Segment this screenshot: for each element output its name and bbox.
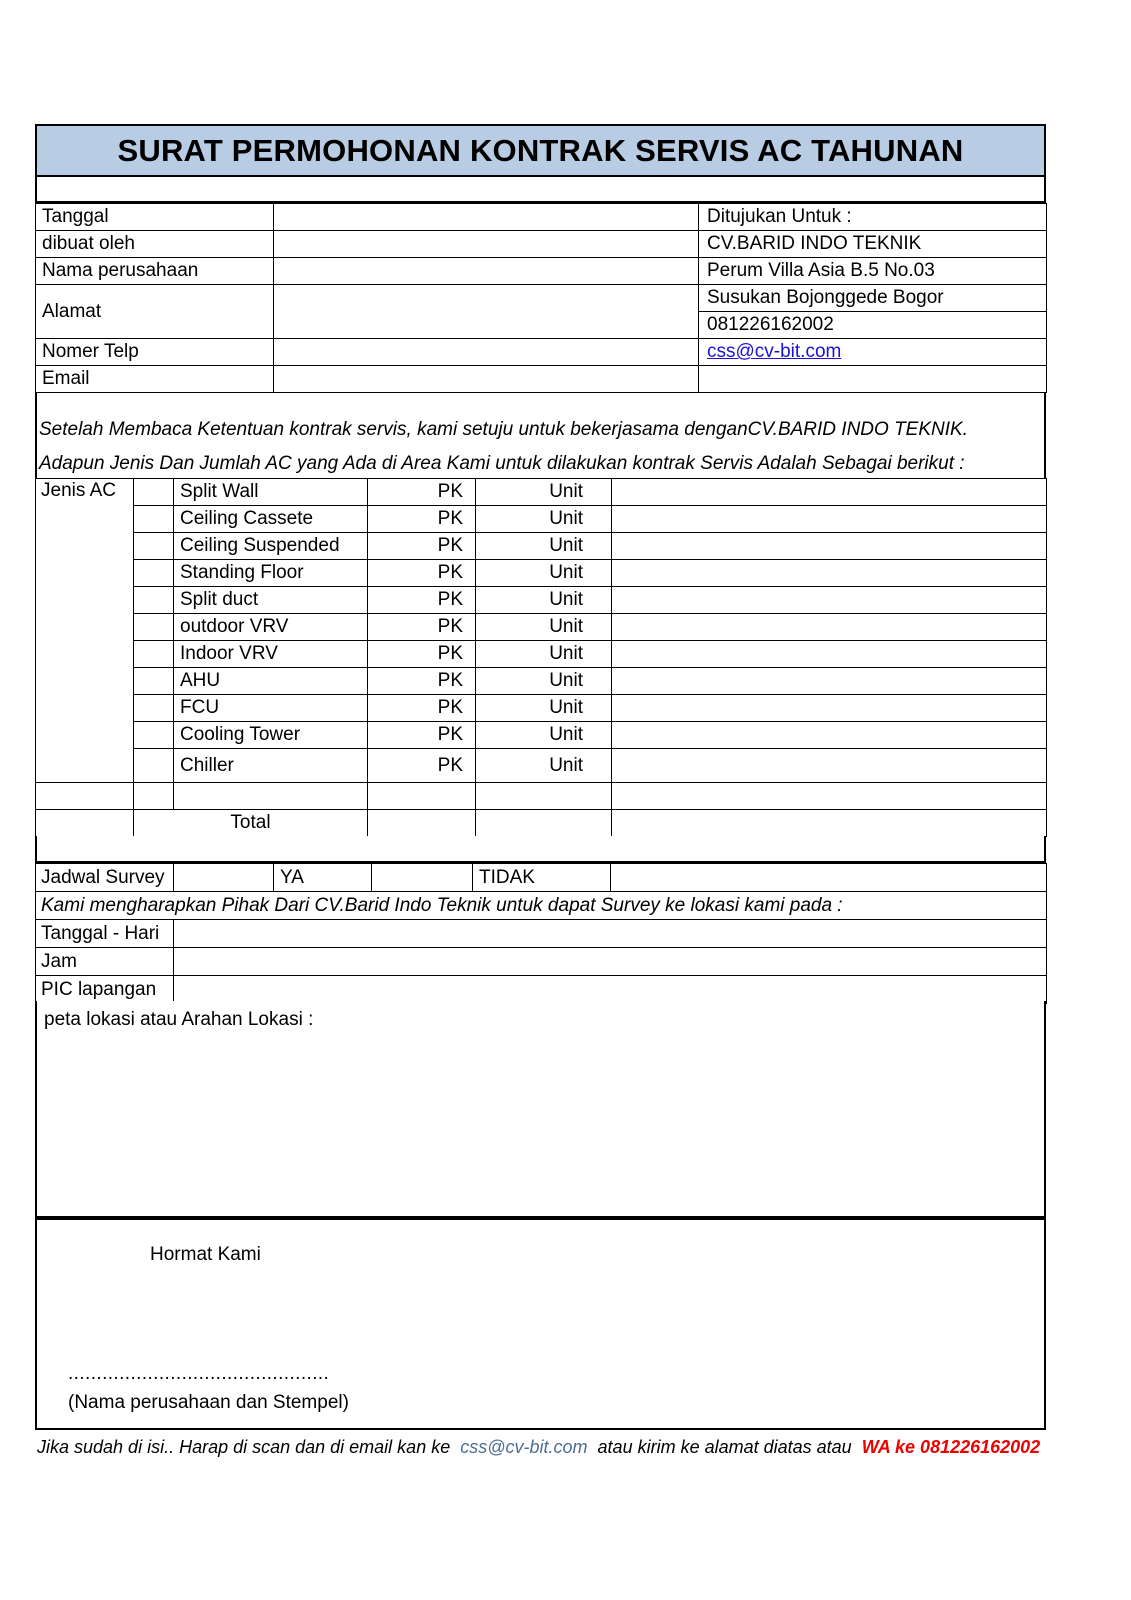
ac-pk-label: PK (368, 695, 476, 722)
field-label-alamat: Alamat (36, 285, 274, 339)
survey-field-input-jam[interactable] (174, 948, 1047, 976)
ac-unit-label: Unit (476, 533, 612, 560)
field-input-alamat[interactable] (274, 285, 699, 339)
ac-unit-label: Unit (476, 695, 612, 722)
survey-filler-cell (611, 864, 1047, 892)
recipient-email-link[interactable]: css@cv-bit.com (707, 341, 842, 363)
header-info-table (35, 203, 1047, 393)
survey-checkbox-no[interactable] (372, 864, 473, 892)
recipient-heading: Ditujukan Untuk : (699, 204, 1047, 231)
ac-pk-label: PK (368, 722, 476, 749)
ac-unit-label: Unit (476, 641, 612, 668)
section-spacer (35, 836, 1046, 863)
ac-notes-cell[interactable] (612, 506, 1047, 533)
ac-unit-label: Unit (476, 506, 612, 533)
ac-row-marker[interactable] (134, 749, 174, 783)
survey-field-input-pic-lapangan[interactable] (174, 976, 1047, 1004)
ac-total-label: Total (134, 810, 368, 837)
table-row (36, 864, 1047, 892)
ac-unit-label: Unit (476, 560, 612, 587)
ac-pk-label: PK (368, 506, 476, 533)
ac-type-label: Ceiling Cassete (174, 506, 368, 533)
table-row (36, 479, 1047, 506)
ac-unit-label: Unit (476, 479, 612, 506)
banner-spacer-row (35, 177, 1046, 203)
ac-pk-label: PK (368, 533, 476, 560)
page-title: SURAT PERMOHONAN KONTRAK SERVIS AC TAHUNAN (117, 132, 964, 168)
ac-type-label: Ceiling Suspended (174, 533, 368, 560)
table-row (36, 339, 1047, 366)
table-row-total (36, 810, 1047, 837)
ac-type-label: outdoor VRV (174, 614, 368, 641)
signature-area[interactable] (35, 1218, 1046, 1430)
field-input-email[interactable] (274, 366, 699, 393)
ac-table-row-header: Jenis AC (36, 479, 134, 783)
ac-notes-cell[interactable] (612, 560, 1047, 587)
ac-pk-label: PK (368, 749, 476, 783)
table-row (36, 285, 1047, 312)
ac-unit-label: Unit (476, 587, 612, 614)
table-row (36, 533, 1047, 560)
table-row (36, 366, 1047, 393)
signature-line: .............................................. (68, 1363, 330, 1384)
survey-field-label-jam: Jam (36, 948, 174, 976)
ac-row-marker[interactable] (134, 641, 174, 668)
survey-field-input-tanggal-hari[interactable] (174, 920, 1047, 948)
survey-label: Jadwal Survey (36, 864, 174, 892)
survey-field-label-pic-lapangan: PIC lapangan (36, 976, 174, 1004)
footer-email[interactable]: css@cv-bit.com (460, 1437, 588, 1457)
table-row (36, 695, 1047, 722)
table-row (36, 506, 1047, 533)
signature-heading: Hormat Kami (150, 1244, 261, 1265)
ac-type-empty[interactable] (174, 783, 368, 810)
ac-unit-label: Unit (476, 668, 612, 695)
ac-row-marker[interactable] (134, 783, 174, 810)
ac-notes-cell[interactable] (612, 695, 1047, 722)
ac-notes-cell[interactable] (612, 749, 1047, 783)
field-label-email: Email (36, 366, 274, 393)
table-row (36, 614, 1047, 641)
ac-total-pk-value[interactable] (368, 810, 476, 837)
ac-notes-cell[interactable] (612, 668, 1047, 695)
table-row (36, 204, 1047, 231)
table-row (36, 587, 1047, 614)
ac-total-unit-value[interactable] (476, 810, 612, 837)
ac-notes-cell[interactable] (612, 533, 1047, 560)
table-row (36, 668, 1047, 695)
ac-type-label: AHU (174, 668, 368, 695)
survey-note: Kami mengharapkan Pihak Dari CV.Barid Indo Teknik untuk dapat Survey ke lokasi kami pada : (36, 892, 1047, 920)
ac-notes-cell[interactable] (612, 614, 1047, 641)
ac-pk-label: PK (368, 614, 476, 641)
survey-table (35, 863, 1047, 1004)
field-label-dibuat-oleh: dibuat oleh (36, 231, 274, 258)
recipient-filler-cell (699, 366, 1047, 393)
survey-option-no-label: TIDAK (473, 864, 611, 892)
recipient-email-cell (699, 339, 1047, 366)
field-label-nama-perusahaan: Nama perusahaan (36, 258, 274, 285)
table-row (36, 920, 1047, 948)
footer-text-before: Jika sudah di isi.. Harap di scan dan di email kan ke (37, 1437, 451, 1457)
ac-row-marker[interactable] (134, 560, 174, 587)
table-row (36, 560, 1047, 587)
table-row (36, 783, 1047, 810)
ac-pk-label: PK (368, 479, 476, 506)
ac-row-marker[interactable] (134, 722, 174, 749)
ac-total-spacer (36, 810, 134, 837)
table-row (36, 749, 1047, 783)
field-label-tanggal: Tanggal (36, 204, 274, 231)
ac-unit-empty[interactable] (476, 783, 612, 810)
ac-notes-cell[interactable] (612, 722, 1047, 749)
field-label-nomer-telp: Nomer Telp (36, 339, 274, 366)
document-title-banner (35, 124, 1046, 177)
ac-row-marker[interactable] (134, 533, 174, 560)
ac-notes-cell[interactable] (612, 783, 1047, 810)
table-row (36, 976, 1047, 1004)
survey-field-label-tanggal-hari: Tanggal - Hari (36, 920, 174, 948)
ac-type-label: Split duct (174, 587, 368, 614)
survey-option-yes-label: YA (274, 864, 372, 892)
recipient-company: CV.BARID INDO TEKNIK (699, 231, 1047, 258)
footer-instructions (37, 1437, 1040, 1458)
location-map-label: peta lokasi atau Arahan Lokasi : (44, 1009, 314, 1030)
table-row (36, 231, 1047, 258)
ac-pk-label: PK (368, 587, 476, 614)
ac-row-marker[interactable] (134, 506, 174, 533)
ac-total-notes[interactable] (612, 810, 1047, 837)
ac-unit-label: Unit (476, 722, 612, 749)
ac-row-marker[interactable] (134, 695, 174, 722)
ac-row-marker[interactable] (134, 614, 174, 641)
footer-whatsapp: WA ke 081226162002 (861, 1437, 1041, 1457)
table-row (36, 948, 1047, 976)
footer-text-middle: atau kirim ke alamat diatas atau (597, 1437, 852, 1457)
field-input-tanggal[interactable] (274, 204, 699, 231)
survey-checkbox-yes[interactable] (174, 864, 274, 892)
ac-pk-empty[interactable] (368, 783, 476, 810)
ac-pk-label: PK (368, 668, 476, 695)
ac-spacer-left (36, 783, 134, 810)
ac-notes-cell[interactable] (612, 587, 1047, 614)
ac-unit-label: Unit (476, 614, 612, 641)
field-input-dibuat-oleh[interactable] (274, 231, 699, 258)
ac-type-label: Indoor VRV (174, 641, 368, 668)
field-input-nama-perusahaan[interactable] (274, 258, 699, 285)
ac-pk-label: PK (368, 641, 476, 668)
ac-notes-cell[interactable] (612, 641, 1047, 668)
ac-row-marker[interactable] (134, 668, 174, 695)
ac-notes-cell[interactable] (612, 479, 1047, 506)
statement-agreement: Setelah Membaca Ketentuan kontrak servis, kami setuju untuk bekerjasama denganCV.BARID INDO TEKNIK. (39, 419, 968, 440)
recipient-address-line-1: Perum Villa Asia B.5 No.03 (699, 258, 1047, 285)
statement-intro: Adapun Jenis Dan Jumlah AC yang Ada di Area Kami untuk dilakukan kontrak Servis Adalah Sebagai berikut : (39, 453, 965, 474)
ac-type-label: Cooling Tower (174, 722, 368, 749)
table-row (36, 258, 1047, 285)
location-map-area[interactable] (35, 1001, 1046, 1218)
recipient-phone: 081226162002 (699, 312, 1047, 339)
recipient-address-line-2: Susukan Bojonggede Bogor (699, 285, 1047, 312)
ac-unit-label: Unit (476, 749, 612, 783)
ac-row-marker[interactable] (134, 479, 174, 506)
signature-caption: (Nama perusahaan dan Stempel) (68, 1392, 349, 1413)
table-row (36, 641, 1047, 668)
ac-row-marker[interactable] (134, 587, 174, 614)
table-row (36, 892, 1047, 920)
ac-types-table (35, 478, 1047, 837)
ac-pk-label: PK (368, 560, 476, 587)
table-row (36, 722, 1047, 749)
ac-type-label: FCU (174, 695, 368, 722)
ac-type-label: Standing Floor (174, 560, 368, 587)
ac-type-label: Split Wall (174, 479, 368, 506)
ac-type-label: Chiller (174, 749, 368, 783)
field-input-nomer-telp[interactable] (274, 339, 699, 366)
